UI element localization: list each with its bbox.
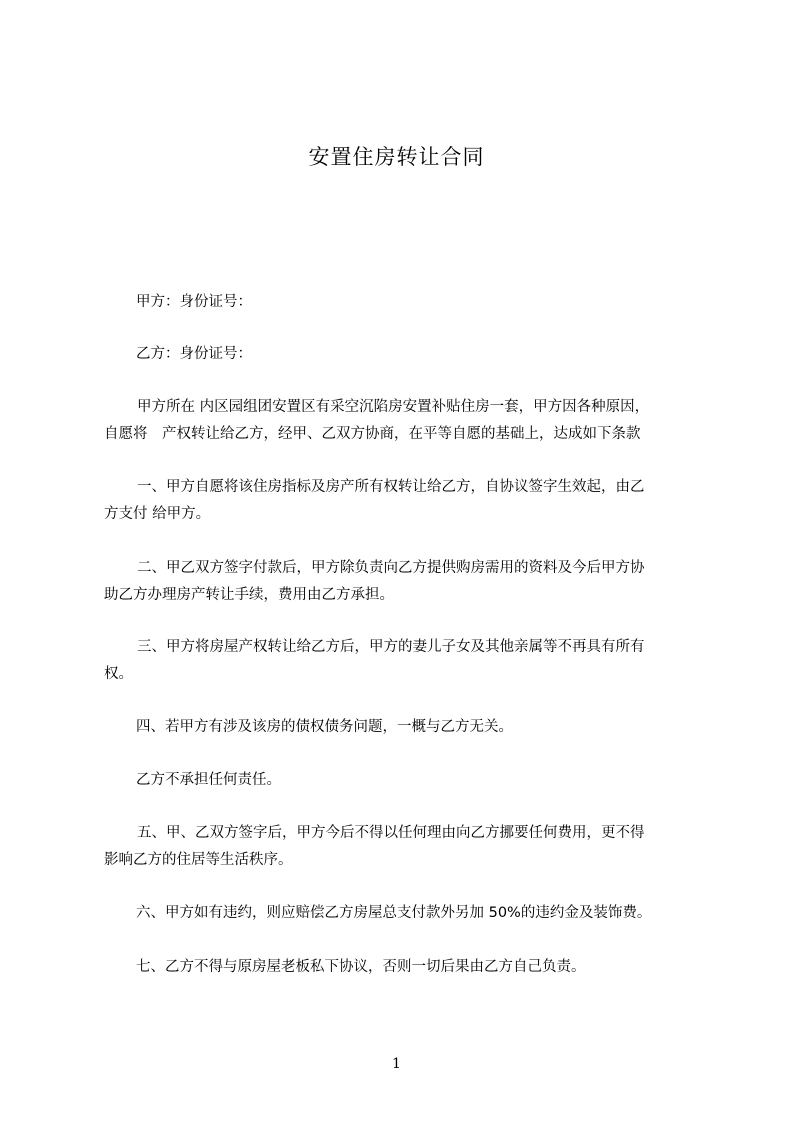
page-number: 1 bbox=[392, 1056, 401, 1072]
clause-4 bbox=[104, 714, 704, 741]
clause-5-line-1: 五、甲、乙双方签字后，甲方今后不得以任何理由向乙方挪要任何费用，更不得 bbox=[137, 825, 645, 841]
intro-line-2: 自愿将 产权转让给乙方，经甲、乙双方协商，在平等自愿的基础上，达成如下条款 bbox=[104, 426, 641, 442]
intro-line-1: 甲方所在 内区园组团安置区有采空沉陷房安置补贴住房一套，甲方因各种原因， bbox=[137, 399, 650, 415]
clause-6-line: 六、甲方如有违约，则应赔偿乙方房屋总支付款外另加 50%的违约金及装饰费。 bbox=[136, 905, 652, 921]
clause-2 bbox=[104, 555, 704, 609]
clause-6 bbox=[104, 900, 704, 927]
clause-5-line-2: 影响乙方的住居等生活秩序。 bbox=[104, 852, 293, 868]
clause-4-extra bbox=[104, 767, 704, 794]
clause-3-line-2: 权。 bbox=[104, 666, 133, 682]
page-title: 安置住房转让合同 bbox=[308, 145, 485, 169]
intro-paragraph bbox=[104, 394, 704, 448]
party-a-text: 甲方：身份证号： bbox=[136, 294, 252, 310]
clause-5 bbox=[104, 820, 704, 874]
party-b-text: 乙方：身份证号： bbox=[136, 346, 252, 362]
clause-1-line-1: 一、甲方自愿将该住房指标及房产所有权转让给乙方，自协议签字生效起，由乙 bbox=[137, 479, 645, 495]
clause-2-line-1: 二、甲乙双方签字付款后，甲方除负责向乙方提供购房需用的资料及今后甲方协 bbox=[137, 560, 645, 576]
party-a-line bbox=[104, 289, 704, 316]
clause-7 bbox=[104, 954, 704, 981]
clause-7-line: 七、乙方不得与原房屋老板私下协议，否则一切后果由乙方自己负责。 bbox=[136, 959, 586, 975]
clause-4-line: 四、若甲方有涉及该房的债权债务问题，一概与乙方无关。 bbox=[136, 719, 513, 735]
clause-1-line-2: 方支付 给甲方。 bbox=[104, 506, 211, 522]
clause-2-line-2: 助乙方办理房产转让手续，费用由乙方承担。 bbox=[104, 587, 394, 603]
clause-1 bbox=[104, 474, 704, 528]
clause-4-extra-line: 乙方不承担任何责任。 bbox=[136, 772, 281, 788]
clause-3-line-1: 三、甲方将房屋产权转让给乙方后，甲方的妻儿子女及其他亲属等不再具有所有 bbox=[137, 639, 645, 655]
clause-3 bbox=[104, 634, 704, 688]
party-b-line bbox=[104, 341, 704, 368]
